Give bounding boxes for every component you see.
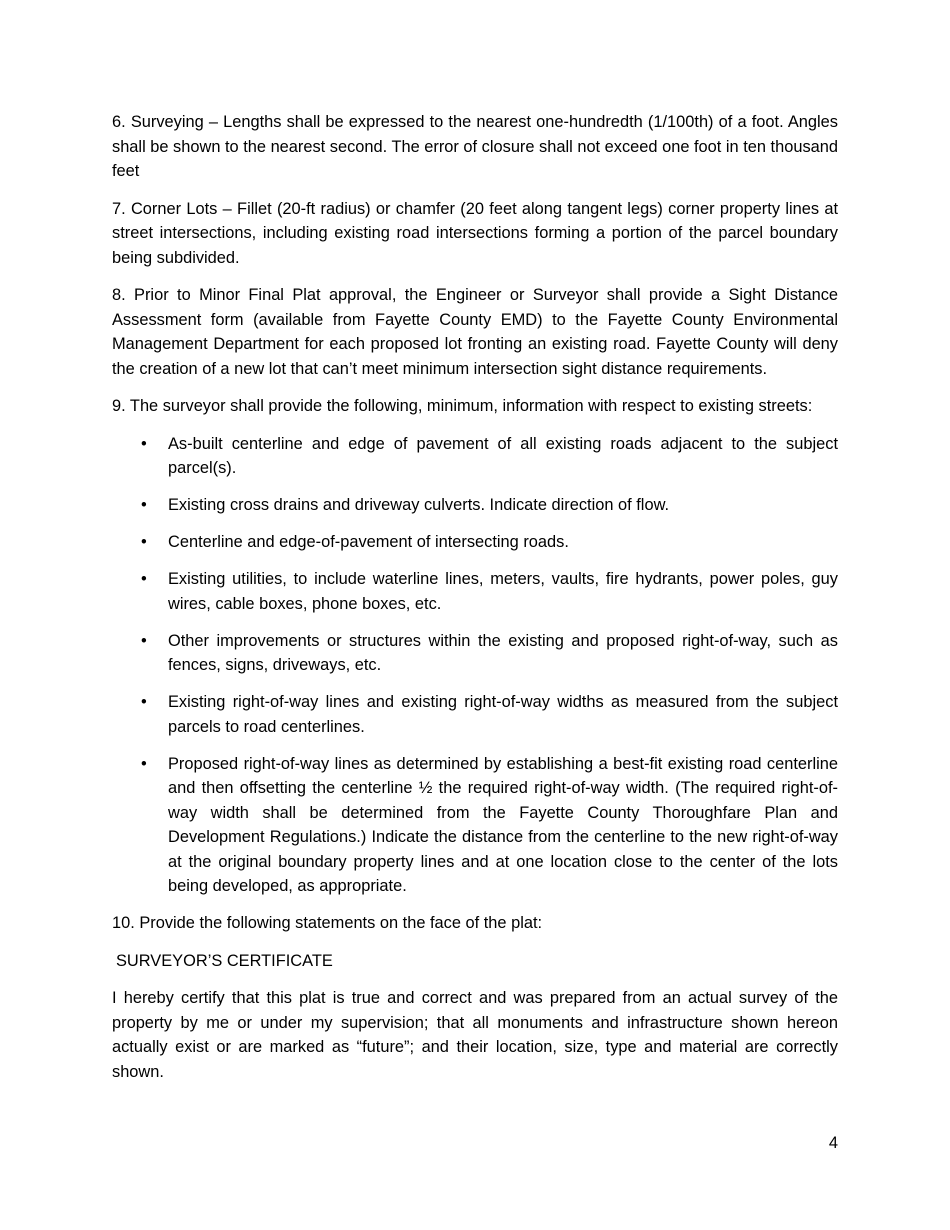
list-item-text: Proposed right-of-way lines as determined by establishing a best-fit existing road centerline and then offsetting the centerline ½ the required right-of-way width. (The required right-of-way width shall be determined from the Fayette County Thoroughfare Plan and Development Regulations.) Indicate the distance from the centerline to the new right-of-way at the original boundary property lines and at one location close to the center of the lots being developed, as appropriate. xyxy=(168,754,838,895)
paragraph-corner-lots: 7. Corner Lots – Fillet (20-ft radius) or chamfer (20 feet along tangent legs) corner property lines at street intersections, including existing road intersections forming a portion of the parcel boundary being subdivided. xyxy=(112,199,838,267)
paragraph-sight-distance: 8. Prior to Minor Final Plat approval, the Engineer or Surveyor shall provide a Sight Distance Assessment form (available from Fayette County EMD) to the Fayette County Environmental Management Department for each proposed lot fronting an existing road. Fayette County will deny the creation of a new lot that can’t meet minimum intersection sight distance requirements. xyxy=(112,286,838,378)
list-item xyxy=(112,629,838,678)
paragraph-existing-streets: 9. The surveyor shall provide the following, minimum, information with respect to existing streets: xyxy=(112,397,813,415)
paragraph-plat-statements: 10. Provide the following statements on the face of the plat: xyxy=(112,914,543,932)
document-page xyxy=(112,110,838,1097)
bullet-icon: • xyxy=(141,434,147,453)
list-item xyxy=(112,432,838,481)
bullet-icon: • xyxy=(141,754,147,773)
bullet-icon: • xyxy=(141,570,147,588)
list-item-text: Existing cross drains and driveway culverts. Indicate direction of flow. xyxy=(168,496,670,514)
list-item-text: Centerline and edge-of-pavement of intersecting roads. xyxy=(168,533,569,551)
list-item xyxy=(112,567,838,616)
bullet-icon: • xyxy=(141,533,147,551)
list-item-text: As-built centerline and edge of pavement of all existing roads adjacent to the subject parcel(s). xyxy=(168,434,838,477)
list-item-text: Existing utilities, to include waterline lines, meters, vaults, fire hydrants, power poles, guy wires, cable boxes, phone boxes, etc. xyxy=(168,570,838,613)
existing-streets-list xyxy=(112,432,838,899)
bullet-icon: • xyxy=(141,631,147,650)
bullet-icon: • xyxy=(141,693,147,711)
bullet-icon: • xyxy=(141,496,147,514)
list-item xyxy=(112,493,838,518)
certificate-heading: SURVEYOR’S CERTIFICATE xyxy=(116,951,333,970)
list-item-text: Other improvements or structures within the existing and proposed right-of-way, such as fences, signs, driveways, etc. xyxy=(168,631,838,674)
list-item xyxy=(112,752,838,899)
list-item xyxy=(112,530,838,555)
paragraph-surveying: 6. Surveying – Lengths shall be expressed to the nearest one-hundredth (1/100th) of a foot. Angles shall be shown to the nearest second. The error of closure shall not exceed one foot in ten thousand feet xyxy=(112,113,838,180)
certificate-text: I hereby certify that this plat is true and correct and was prepared from an actual survey of the property by me or under my supervision; that all monuments and infrastructure shown hereon actually exist or are marked as “future”; and their location, size, type and material are correctly shown. xyxy=(112,989,838,1081)
list-item-text: Existing right-of-way lines and existing right-of-way widths as measured from the subject parcels to road centerlines. xyxy=(168,693,838,736)
page-number: 4 xyxy=(828,1134,838,1152)
list-item xyxy=(112,690,838,739)
